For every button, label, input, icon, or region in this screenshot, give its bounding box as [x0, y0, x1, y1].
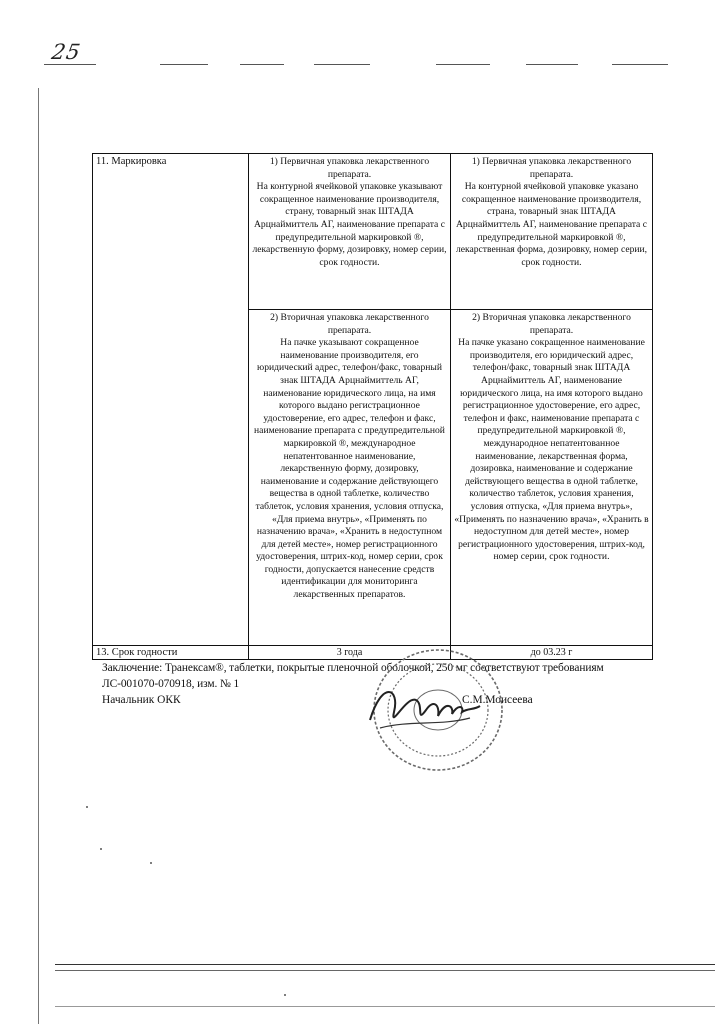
- header-dash: [44, 64, 96, 65]
- signatory-name: С.М.Моисеева: [462, 694, 533, 706]
- scan-left-edge: [38, 88, 39, 1024]
- result-secondary-packaging: 2) Вторичная упаковка лекарственного препарата. На пачке указано сокращенное наименование производителя, его юридический адрес, телефон/факс, товарный знак ШТАДА Арцнаймиттель АГ, наименование юридического лица, на имя которого выдано регистрационное удостоверение, его адрес, телефон и факс, наименование препарата с предупредительной маркировкой ®, международное непатентованное наименование, лекарственная форма, дозировка, наименование и содержание действующего вещества в одной таблетке, количество таблеток, условия хранения, условия отпуска, «Для приема внутрь», «Применять по назначению врача», «Хранить в недоступном для детей месте», номер регистрационного удостоверения, штрих-код, номер серии, срок годности.: [451, 310, 653, 646]
- table-row: [93, 154, 653, 310]
- scan-speck: [284, 994, 286, 996]
- result-shelf-life: до 03.23 г: [451, 646, 653, 660]
- page-number-handwritten: 25: [49, 40, 83, 64]
- spec-table: [92, 153, 653, 660]
- scan-speck: [86, 806, 88, 808]
- header-dash: [436, 64, 490, 65]
- header-dash: [526, 64, 578, 65]
- spec-secondary-packaging: 2) Вторичная упаковка лекарственного препарата. На пачке указывают сокращенное наименование производителя, его юридический адрес, телефон/факс, товарный знак ШТАДА Арцнаймиттель АГ, наименование юридического лица, на имя которого выдано регистрационное удостоверение, его адрес, телефон и факс, наименование препарата с предупредительной маркировкой ®, международное непатентованное наименование, лекарственную форму, дозировку, наименование и содержание действующего вещества в одной таблетке, количество таблеток, условия хранения, условия отпуска, «Для приема внутрь», «Применять по назначению врача», «Хранить в недоступном для детей месте», номер регистрационного удостоверения, штрих-код, номер серии, срок годности, допускается нанесение средств идентификации для мониторинга лекарственных препаратов.: [249, 310, 451, 646]
- header-dash: [160, 64, 208, 65]
- conclusion-text: Заключение: Транексам®, таблетки, покрытые пленочной оболочкой, 250 мг соответствуют требованиям ЛС-001070-070918, изм. № 1: [102, 662, 604, 690]
- round-stamp-icon: [360, 640, 510, 780]
- footer-rule: [55, 964, 715, 965]
- header-dash: [314, 64, 370, 65]
- signatory-position: Начальник ОКК: [102, 694, 181, 706]
- row-label-marking: 11. Маркировка: [93, 154, 249, 646]
- scan-speck: [150, 862, 152, 864]
- header-dash: [240, 64, 284, 65]
- row-label-shelf-life: 13. Срок годности: [93, 646, 249, 660]
- footer-rule: [55, 970, 715, 971]
- result-primary-packaging: 1) Первичная упаковка лекарственного препарата. На контурной ячейковой упаковке указано сокращенное наименование производителя, страна, товарный знак ШТАДА Арцнаймиттель АГ, наименование препарата с предупредительной маркировкой ®, лекарственная форма, дозировку, номер серии, срок годности.: [451, 154, 653, 310]
- spec-shelf-life: 3 года: [249, 646, 451, 660]
- scan-speck: [100, 848, 102, 850]
- spec-primary-packaging: 1) Первичная упаковка лекарственного препарата. На контурной ячейковой упаковке указывают сокращенное наименование производителя, страну, товарный знак ШТАДА Арцнаймиттель АГ, наименование препарата с предупредительной маркировкой ®, лекарственную форму, дозировку, номер серии, срок годности.: [249, 154, 451, 310]
- header-dash: [612, 64, 668, 65]
- footer-rule: [55, 1006, 715, 1007]
